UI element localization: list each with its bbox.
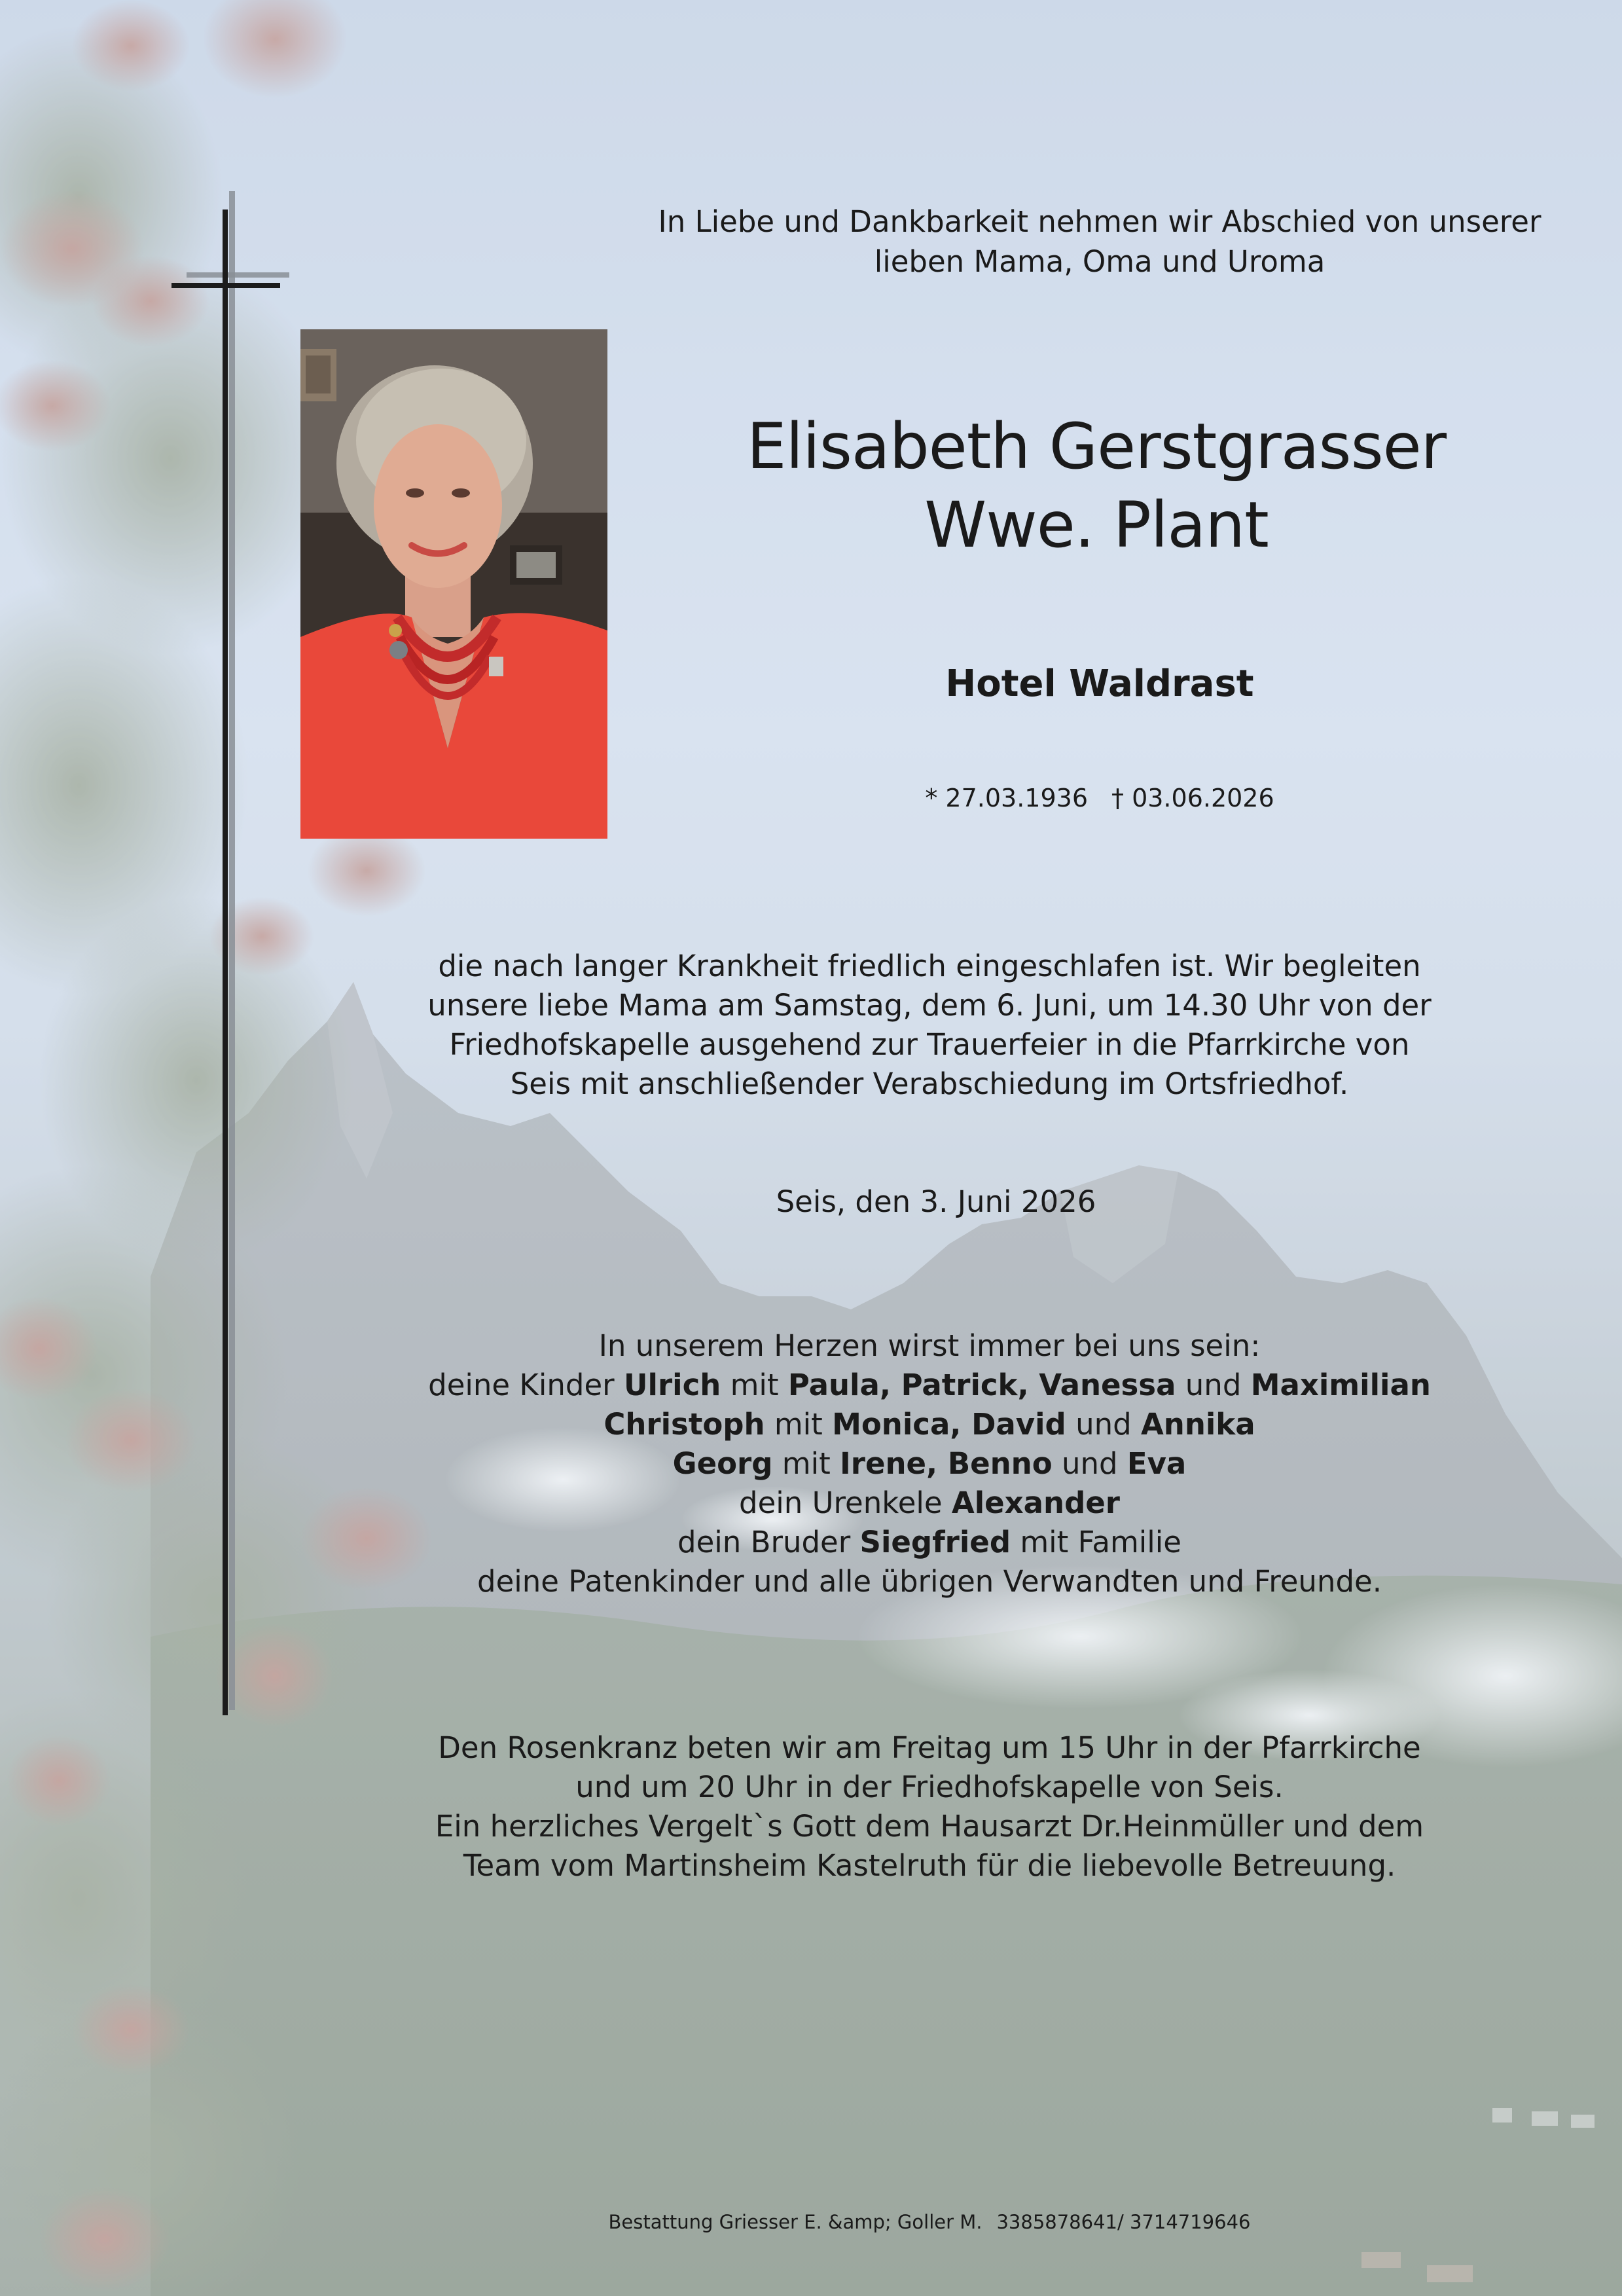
cross-horizontal-bar	[171, 283, 280, 288]
closing-text	[367, 1728, 1492, 1886]
life-dates	[785, 782, 1414, 814]
family-line: dein Urenkele Alexander	[739, 1485, 1120, 1520]
portrait-photo	[300, 329, 607, 839]
announcement-line: Friedhofskapelle ausgehend zur Trauerfeier in die Pfarrkirche von	[449, 1027, 1410, 1062]
death-date: † 03.06.2026	[1111, 784, 1274, 812]
funeral-home-phones: 3385878641/ 3714719646	[996, 2211, 1251, 2233]
closing-line: Den Rosenkranz beten wir am Freitag um 15 Uhr in der Pfarrkirche	[438, 1730, 1421, 1765]
intro-text	[628, 202, 1571, 282]
announcement-text	[367, 947, 1492, 1104]
family-line: dein Bruder Siegfried mit Familie	[677, 1525, 1181, 1559]
funeral-home-footer	[367, 2209, 1492, 2235]
cross-shadow-vertical	[229, 191, 235, 1710]
family-heading: In unserem Herzen wirst immer bei uns sein:	[598, 1328, 1261, 1363]
announcement-line: unsere liebe Mama am Samstag, dem 6. Juni, um 14.30 Uhr von der	[427, 988, 1432, 1023]
name-line: Wwe. Plant	[924, 488, 1269, 562]
announcement-line: die nach langer Krankheit friedlich eingeschlafen ist. Wir begleiten	[438, 949, 1421, 983]
deceased-name	[655, 407, 1538, 564]
name-line: Elisabeth Gerstgrasser	[746, 410, 1447, 483]
family-line: deine Patenkinder und alle übrigen Verwandten und Freunde.	[477, 1564, 1382, 1599]
family-line: deine Kinder Ulrich mit Paula, Patrick, Vanessa und Maximilian	[428, 1368, 1431, 1402]
funeral-home-name: Bestattung Griesser E. &amp; Goller M.	[608, 2211, 982, 2233]
closing-line: und um 20 Uhr in der Friedhofskapelle von Seis.	[575, 1770, 1284, 1804]
family-list	[367, 1326, 1492, 1601]
closing-line: Team vom Martinsheim Kastelruth für die liebevolle Betreuung.	[463, 1848, 1396, 1883]
cross-vertical-bar	[223, 210, 228, 1715]
closing-line: Ein herzliches Vergelt`s Gott dem Hausarzt Dr.Heinmüller und dem	[435, 1809, 1424, 1844]
announcement-line: Seis mit anschließender Verabschiedung im Ortsfriedhof.	[510, 1066, 1349, 1101]
family-line: Christoph mit Monica, David und Annika	[604, 1407, 1255, 1442]
intro-line: lieben Mama, Oma und Uroma	[874, 244, 1325, 279]
intro-line: In Liebe und Dankbarkeit nehmen wir Abschied von unserer	[658, 204, 1541, 239]
place-date: Seis, den 3. Juni 2026	[776, 1184, 1096, 1219]
deceased-subtitle: Hotel Waldrast	[945, 663, 1254, 705]
cross-shadow-horizontal	[187, 272, 289, 278]
family-line: Georg mit Irene, Benno und Eva	[672, 1446, 1187, 1481]
birth-date: * 27.03.1936	[925, 784, 1088, 812]
